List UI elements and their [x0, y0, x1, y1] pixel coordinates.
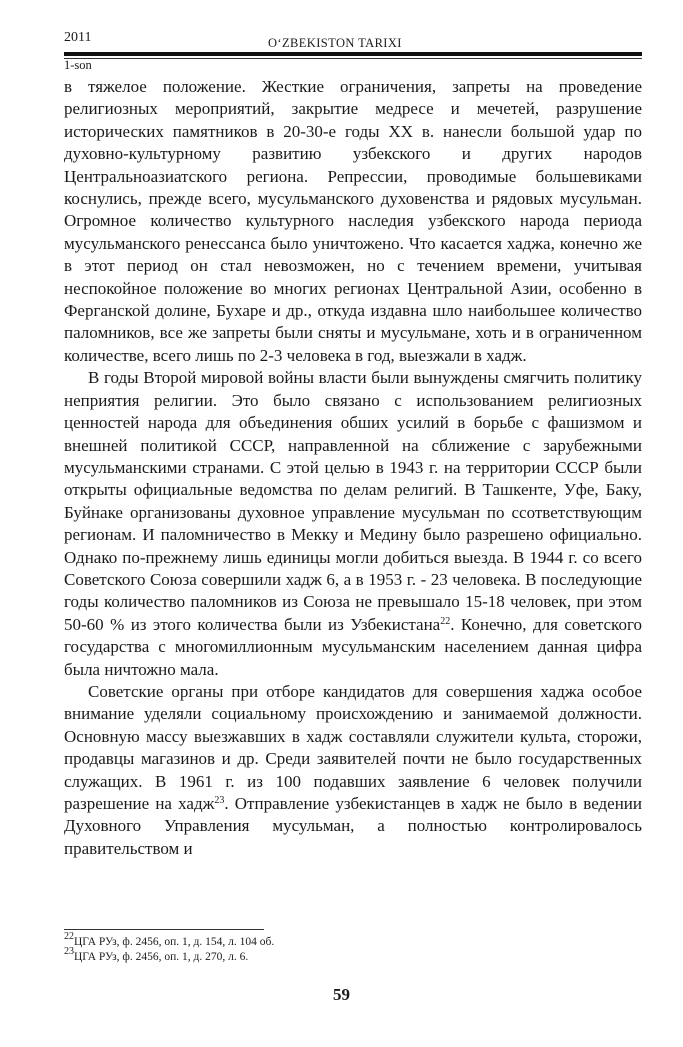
- footnote-23-text: ЦГА РУз, ф. 2456, оп. 1, д. 270, л. 6.: [74, 951, 249, 963]
- footnote-23: [64, 946, 274, 965]
- paragraph-2-text: В годы Второй мировой войны власти были вынуждены смягчить политику неприятия религии. Это было связано с использованием религиозных ценностей народа для объединения обших усилий в борьбе с фашизмом и внешней политикой СССР, направленной на сближение с зарубежными мусульманскими странами. С этой целью в 1943 г. на территории СССР были открыты официальные ведомства по делам религий. В Ташкенте, Уфе, Баку, Буйнаке организованы духовное управление мусульман по ссответствующим регионам. И паломничество в Мекку и Медину было разрешено официально. Однако по-прежнему лишь единицы могли добиться выезда. В 1944 г. со всего Советского Союза совершили хадж 6, а в 1953 г. - 23 человека. В последующие годы количество паломников из Союза не превышало 15-18 человек, при этом 50-60 % из этого количества были из Узбекистана: [64, 368, 642, 634]
- footnote-22-number: 22: [64, 931, 74, 942]
- header-year: 2011: [64, 30, 92, 45]
- header-rule-thin: [64, 58, 642, 59]
- paragraph-3-tail: . Отправление узбекистанцев в хадж не было в ведении Духовного Управления мусульман, а полностью контролировалось правительством и: [64, 794, 642, 858]
- paragraph-1-text: в тяжелое положение. Жесткие ограничения, запреты на проведение религиозных мероприятий, закрытие медресе и мечетей, разрушение исторических памятников в 20-30-е годы XX в. нанесли большой удар по духовно-культурному развитию узбекского и других народов Центральноазиатского региона. Репрессии, проводимые большевиками коснулись, прежде всего, мусульманского духовенства и рядовых мусульман. Огромное количество культурного наследия узбекского народа периода мусульманского ренессанса было уничтожено. Что касается хаджа, конечно же в этот период он стал невозможен, но с течением времени, учитывая неспокойное положение во многих регионах Центральной Азии, особенно в Ферганской долине, Бухаре и др., откуда издавна шло наибольшее количество паломников, все же запреты были сняты и мусульмане, хоть и в ограниченном количестве, всего лишь по 2-3 человека в год, выезжали в хадж.: [64, 77, 642, 365]
- article-body: [64, 76, 642, 860]
- footnote-ref-23: 23: [214, 795, 225, 806]
- page-number: 59: [333, 985, 350, 1004]
- footnote-23-number: 23: [64, 946, 74, 957]
- journal-title: O‘ZBEKISTON TARIXI: [268, 36, 402, 50]
- paragraph-2-tail: . Конечно, для советского государства с многомиллионным мусульманским населением данная цифра была ничтожно мала.: [64, 614, 642, 679]
- paragraph-1: [64, 76, 642, 367]
- paragraph-3-text: Советские органы при отборе кандидатов для совершения хаджа особое внимание уделяли социальному происхождению и занимаемой должности. Основную массу выезжавших в хадж составляли служители культа, сторожи, продавцы магазинов и др. Среди заявителей почти не было государственных служащих. В 1961 г. из 100 подавших заявление 6 человек получили разрешение на хадж: [64, 681, 642, 813]
- footnote-22: [64, 931, 275, 950]
- header-rule-thick: [64, 52, 642, 56]
- paragraph-3: [64, 681, 642, 860]
- issue-number: 1-son: [64, 58, 92, 72]
- paragraph-2: [64, 367, 642, 681]
- footnote-22-text: ЦГА РУз, ф. 2456, оп. 1, д. 154, л. 104 об.: [74, 936, 275, 948]
- footnote-separator: [64, 929, 264, 930]
- footnote-ref-22: 22: [440, 615, 451, 627]
- footnotes: [64, 931, 275, 965]
